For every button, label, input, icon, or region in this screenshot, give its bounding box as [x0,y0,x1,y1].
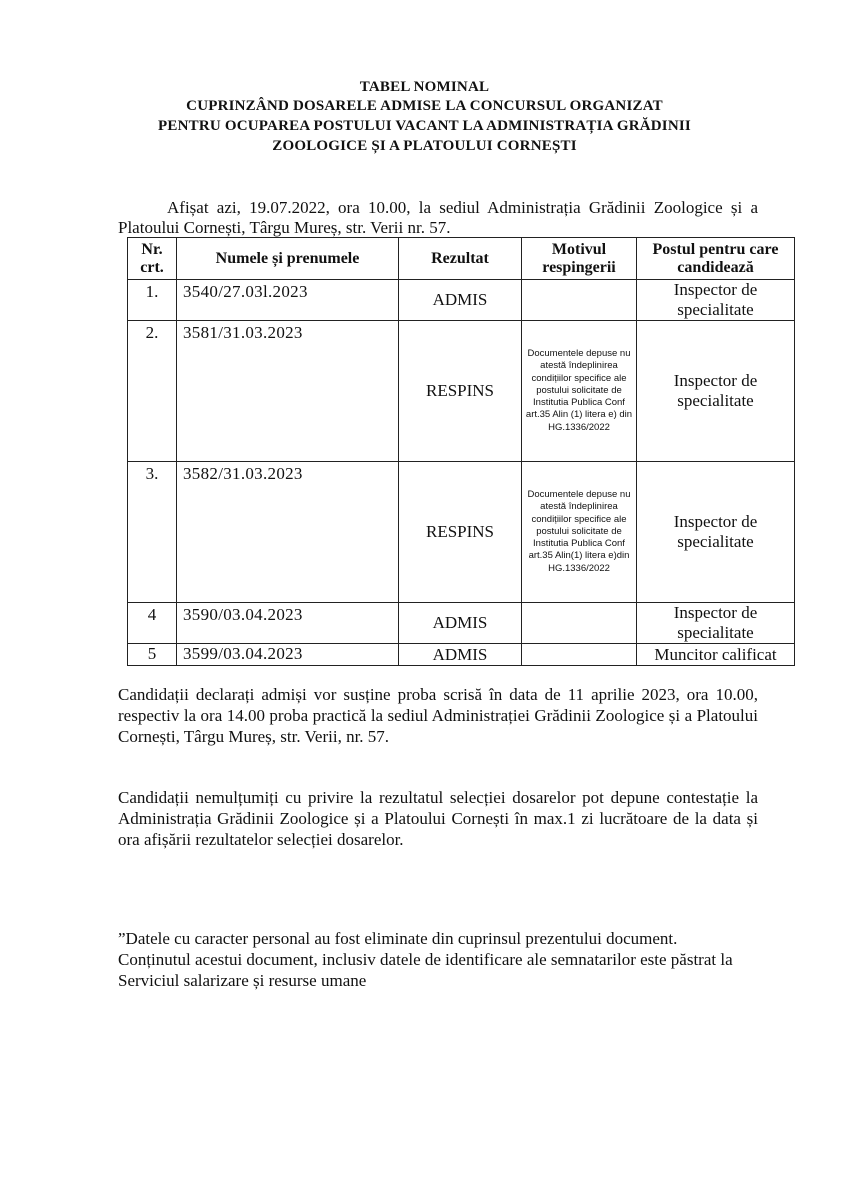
row-post: Muncitor calificat [637,644,795,666]
header-reason: Motivul respingerii [522,238,637,280]
row-registration: 3590/03.04.2023 [177,603,399,644]
row-result: RESPINS [399,462,522,603]
table-row [128,462,795,603]
row-registration: 3599/03.04.2023 [177,644,399,666]
exam-schedule-paragraph: Candidații declarați admiși vor susține proba scrisă în data de 11 aprilie 2023, ora 10.00, respectiv la ora 14.00 proba practică la sediul Administrației Grădinii Zoologice și a Platoului Cornești, Târgu Mureș, str. Verii, nr. 57. [118,685,758,746]
row-reason [522,603,637,644]
header-name: Numele și prenumele [177,238,399,280]
row-nr: 4 [128,603,177,644]
row-post: Inspector de specialitate [637,321,795,462]
row-nr: 1. [128,280,177,321]
row-result: ADMIS [399,280,522,321]
doc-subtitle-line2: PENTRU OCUPAREA POSTULUI VACANT LA ADMINISTRAȚIA GRĂDINII [158,118,691,134]
posting-notice: Afișat azi, 19.07.2022, ora 10.00, la sediul Administrația Grădinii Zoologice și a Platoului Cornești, Târgu Mureș, str. Verii nr. 57. [118,198,758,237]
table-row [128,644,795,666]
table-header-row [128,238,795,280]
personal-data-footnote: ”Datele cu caracter personal au fost eliminate din cuprinsul prezentului document. Conținutul acestui document, inclusiv datele de identificare ale semnatarilor este păstrat la Serviciul salarizare și resurse umane [118,929,733,990]
row-nr: 2. [128,321,177,462]
header-post: Postul pentru care candidează [637,238,795,280]
appeal-paragraph: Candidații nemulțumiți cu privire la rezultatul selecției dosarelor pot depune contestație la Administrația Grădinii Zoologice și a Platoului Cornești în max.1 zi lucrătoare de la data și ora afișării rezultatelor selecției dosarelor. [118,788,758,849]
row-result: ADMIS [399,603,522,644]
row-registration: 3582/31.03.2023 [177,462,399,603]
doc-title: TABEL NOMINAL [359,79,490,95]
row-reason: Documentele depuse nu atestă îndeplinirea condițiilor specifice ale postului solicitate de Institutia Publica Conf art.35 Alin (1) litera e) din HG.1336/2022 [522,321,637,462]
row-post: Inspector de specialitate [637,280,795,321]
header-nr: Nr. crt. [128,238,177,280]
row-nr: 3. [128,462,177,603]
row-result: RESPINS [399,321,522,462]
row-nr: 5 [128,644,177,666]
candidates-table [127,237,795,666]
row-post: Inspector de specialitate [637,603,795,644]
doc-subtitle-line1: CUPRINZÂND DOSARELE ADMISE LA CONCURSUL ORGANIZAT [186,98,663,114]
row-registration: 3540/27.03l.2023 [177,280,399,321]
row-reason: Documentele depuse nu atestă îndeplinirea condițiilor specifice ale postului solicitate de Institutia Publica Conf art.35 Alin(1) litera e)din HG.1336/2022 [522,462,637,603]
header-result: Rezultat [399,238,522,280]
row-result: ADMIS [399,644,522,666]
row-registration: 3581/31.03.2023 [177,321,399,462]
doc-subtitle-line3: ZOOLOGICE ȘI A PLATOULUI CORNEȘTI [272,138,577,154]
row-reason [522,280,637,321]
row-reason [522,644,637,666]
table-row [128,321,795,462]
row-post: Inspector de specialitate [637,462,795,603]
table-row [128,603,795,644]
table-row [128,280,795,321]
